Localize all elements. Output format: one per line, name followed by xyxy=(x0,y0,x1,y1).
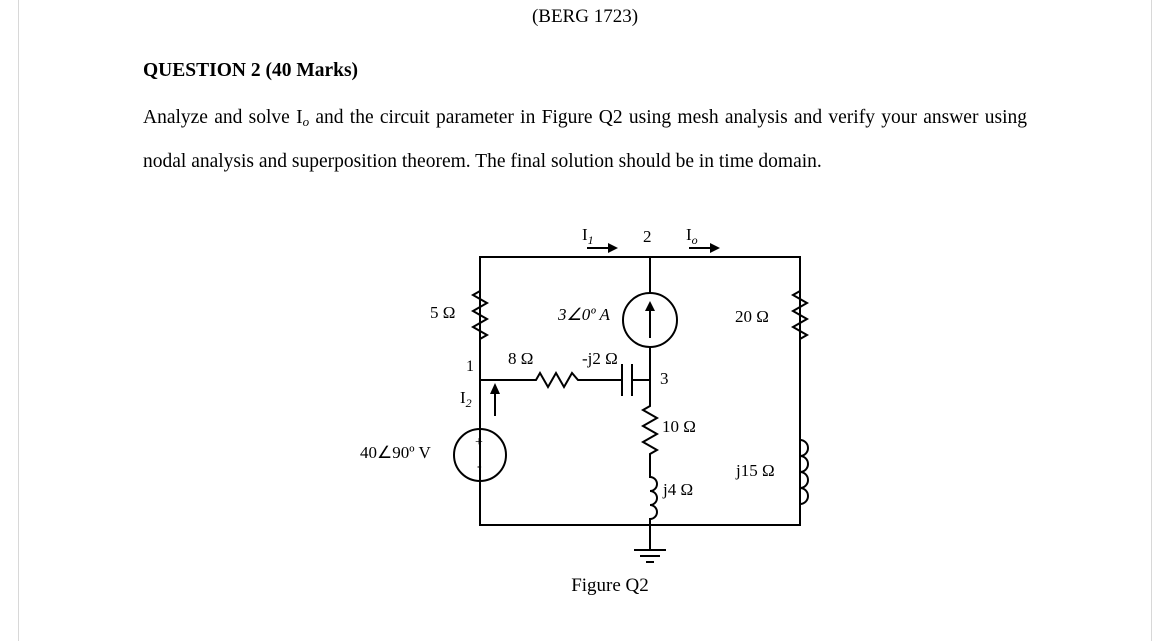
label-node-3: 3 xyxy=(660,369,669,388)
label-capacitor-j2: -j2 Ω xyxy=(582,349,618,368)
label-current-source-value: 3∠0º A xyxy=(558,305,610,324)
question-body-part1: Analyze and solve I xyxy=(143,107,303,128)
label-current-io: $I_o$ xyxy=(686,225,698,247)
circuit-diagram-svg xyxy=(330,225,890,605)
label-resistor-20ohm: 20 Ω xyxy=(735,307,769,326)
question-body-part2: and the circuit parameter in Figure Q2 using mesh analysis and verify your answer using nodal analysis and superposition theorem. The final solution should be in time domain. xyxy=(143,107,1027,172)
question-title: QUESTION 2 (40 Marks) xyxy=(143,60,359,81)
figure-caption: Figure Q2 xyxy=(571,575,649,596)
question-body-subscript: o xyxy=(302,114,310,129)
clipped-top-text xyxy=(930,0,1040,2)
label-current-i2: $I_2$ xyxy=(460,388,472,410)
label-resistor-8ohm: 8 Ω xyxy=(508,349,534,368)
question-body xyxy=(143,98,1027,182)
page-right-rule xyxy=(1151,0,1152,641)
label-inductor-j15: j15 Ω xyxy=(736,461,775,480)
label-resistor-10ohm: 10 Ω xyxy=(662,417,696,436)
document-header: (BERG 1723) xyxy=(531,6,639,27)
circuit-figure xyxy=(330,225,890,605)
label-resistor-5ohm: 5 Ω xyxy=(430,303,456,322)
label-inductor-j4: j4 Ω xyxy=(663,480,694,499)
label-voltage-source-value: 40∠90º V xyxy=(360,443,431,462)
label-source-polarity-minus: - xyxy=(477,459,482,474)
label-source-polarity-plus: + xyxy=(475,435,483,450)
page-left-rule xyxy=(18,0,19,641)
label-current-i1: $I_1$ xyxy=(582,225,594,247)
label-node-2: 2 xyxy=(643,227,652,246)
label-node-1: 1 xyxy=(466,358,474,375)
